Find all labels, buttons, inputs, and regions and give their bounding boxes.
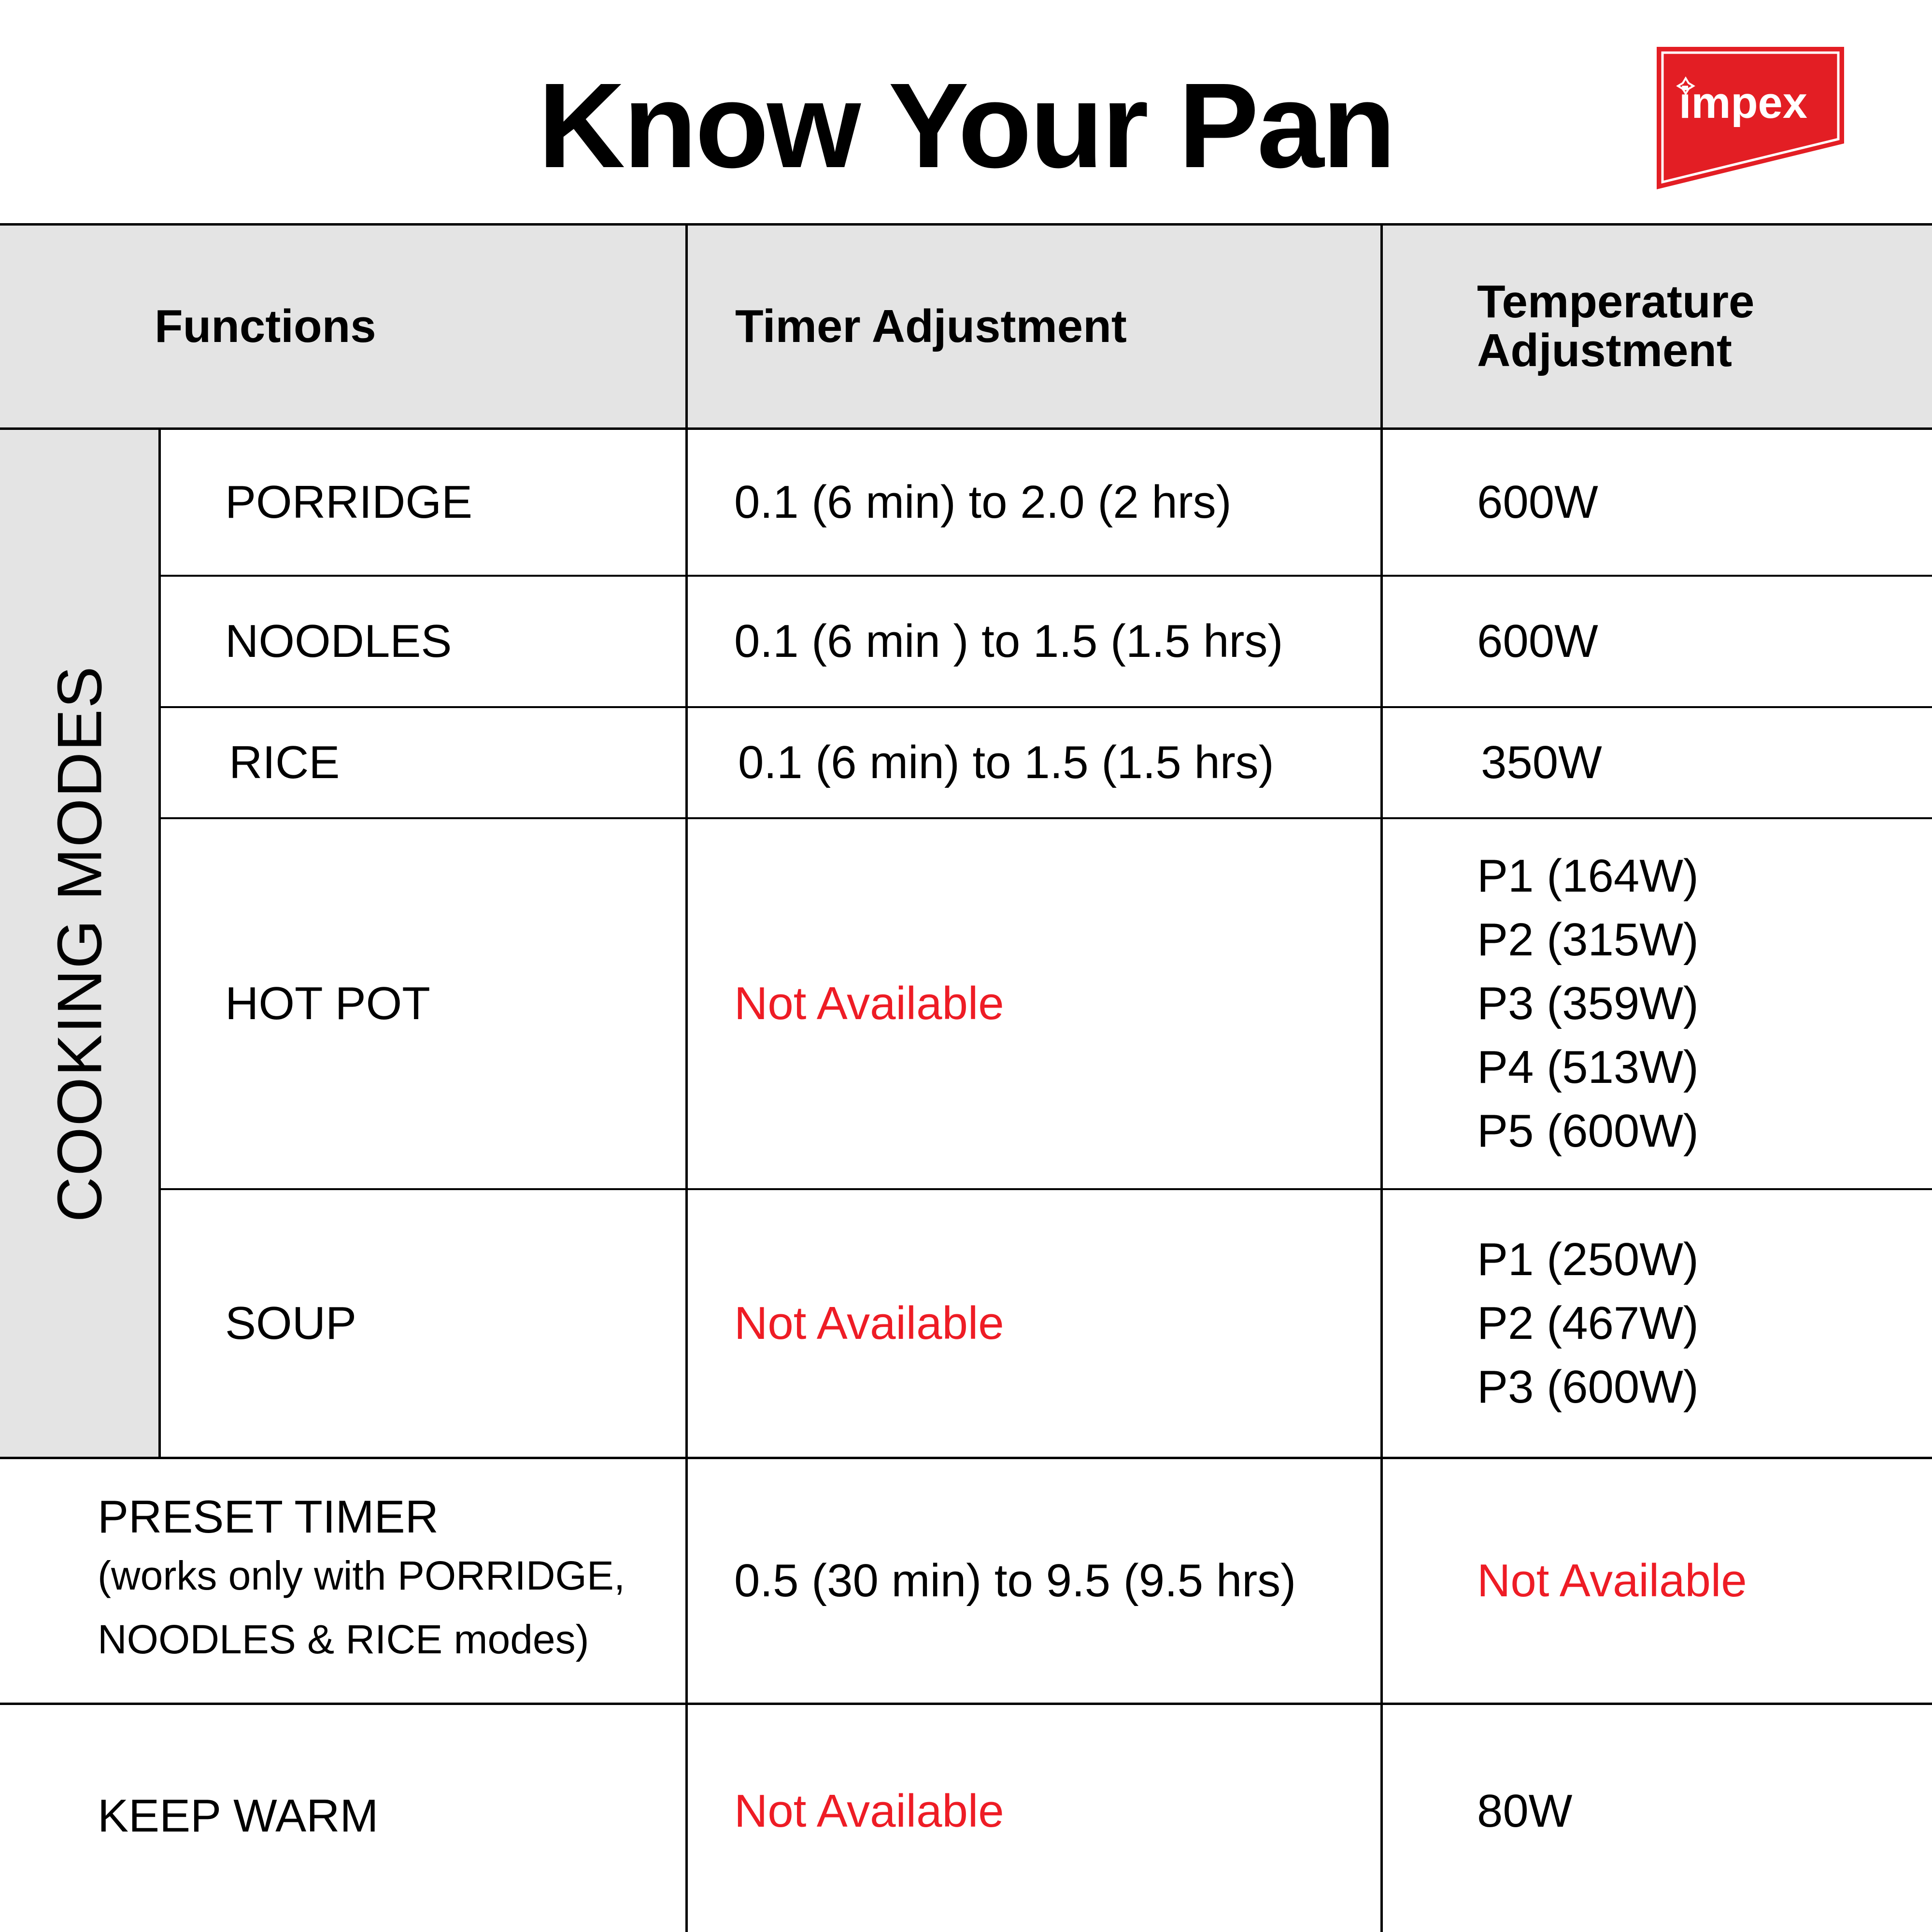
column-divider — [685, 224, 688, 1932]
function-noodles: NOODLES — [225, 615, 452, 667]
power-level: P5 (600W) — [1477, 1105, 1699, 1157]
power-level: P1 (250W) — [1477, 1234, 1699, 1285]
timer-preset-timer: 0.5 (30 min) to 9.5 (9.5 hrs) — [734, 1554, 1296, 1606]
impex-logo-icon — [1656, 44, 1854, 194]
temperature-rice: 350W — [1481, 736, 1602, 788]
timer-hot-pot — [734, 819, 1377, 1188]
header-temperature-adjustment: Temperature Adjustment — [1477, 276, 1755, 376]
not-available-label: Not Available — [734, 1297, 1004, 1349]
function-rice: RICE — [229, 736, 340, 788]
power-level: P3 (600W) — [1477, 1361, 1699, 1413]
power-level: P2 (467W) — [1477, 1297, 1699, 1349]
power-level: P4 (513W) — [1477, 1041, 1699, 1093]
column-divider — [158, 429, 161, 1458]
not-available-label: Not Available — [734, 1785, 1004, 1837]
function-keep-warm: KEEP WARM — [98, 1790, 379, 1842]
page-title: Know Your Pan — [538, 58, 1394, 193]
impex-logo — [1656, 44, 1854, 194]
svg-text:impex: impex — [1679, 78, 1807, 128]
timer-keep-warm — [734, 1705, 1377, 1918]
timer-soup — [734, 1190, 1377, 1457]
not-available-label: Not Available — [1477, 1554, 1747, 1606]
temperature-keep-warm: 80W — [1477, 1785, 1573, 1837]
header-functions: Functions — [155, 300, 376, 352]
power-level: P2 (315W) — [1477, 914, 1699, 966]
temperature-preset-timer — [1477, 1459, 1912, 1703]
function-porridge: PORRIDGE — [225, 476, 473, 528]
column-divider — [1380, 224, 1383, 1932]
not-available-label: Not Available — [734, 977, 1004, 1029]
temperature-hot-pot — [1477, 819, 1912, 1188]
timer-noodles: 0.1 (6 min ) to 1.5 (1.5 hrs) — [734, 615, 1283, 667]
timer-porridge: 0.1 (6 min) to 2.0 (2 hrs) — [734, 476, 1232, 528]
temperature-noodles: 600W — [1477, 615, 1598, 667]
power-level: P3 (359W) — [1477, 978, 1699, 1029]
cooking-modes-label: COOKING MODES — [44, 665, 114, 1222]
function-preset-timer: PRESET TIMER (works only with PORRIDGE, NOODLES & RICE modes) — [98, 1491, 625, 1662]
power-level: P1 (164W) — [1477, 850, 1699, 902]
temperature-soup — [1477, 1190, 1912, 1457]
function-hot-pot: HOT POT — [225, 977, 430, 1029]
function-soup: SOUP — [225, 1297, 357, 1349]
temperature-porridge: 600W — [1477, 476, 1598, 528]
header-timer-adjustment: Timer Adjustment — [735, 300, 1127, 352]
timer-rice: 0.1 (6 min) to 1.5 (1.5 hrs) — [738, 736, 1274, 788]
